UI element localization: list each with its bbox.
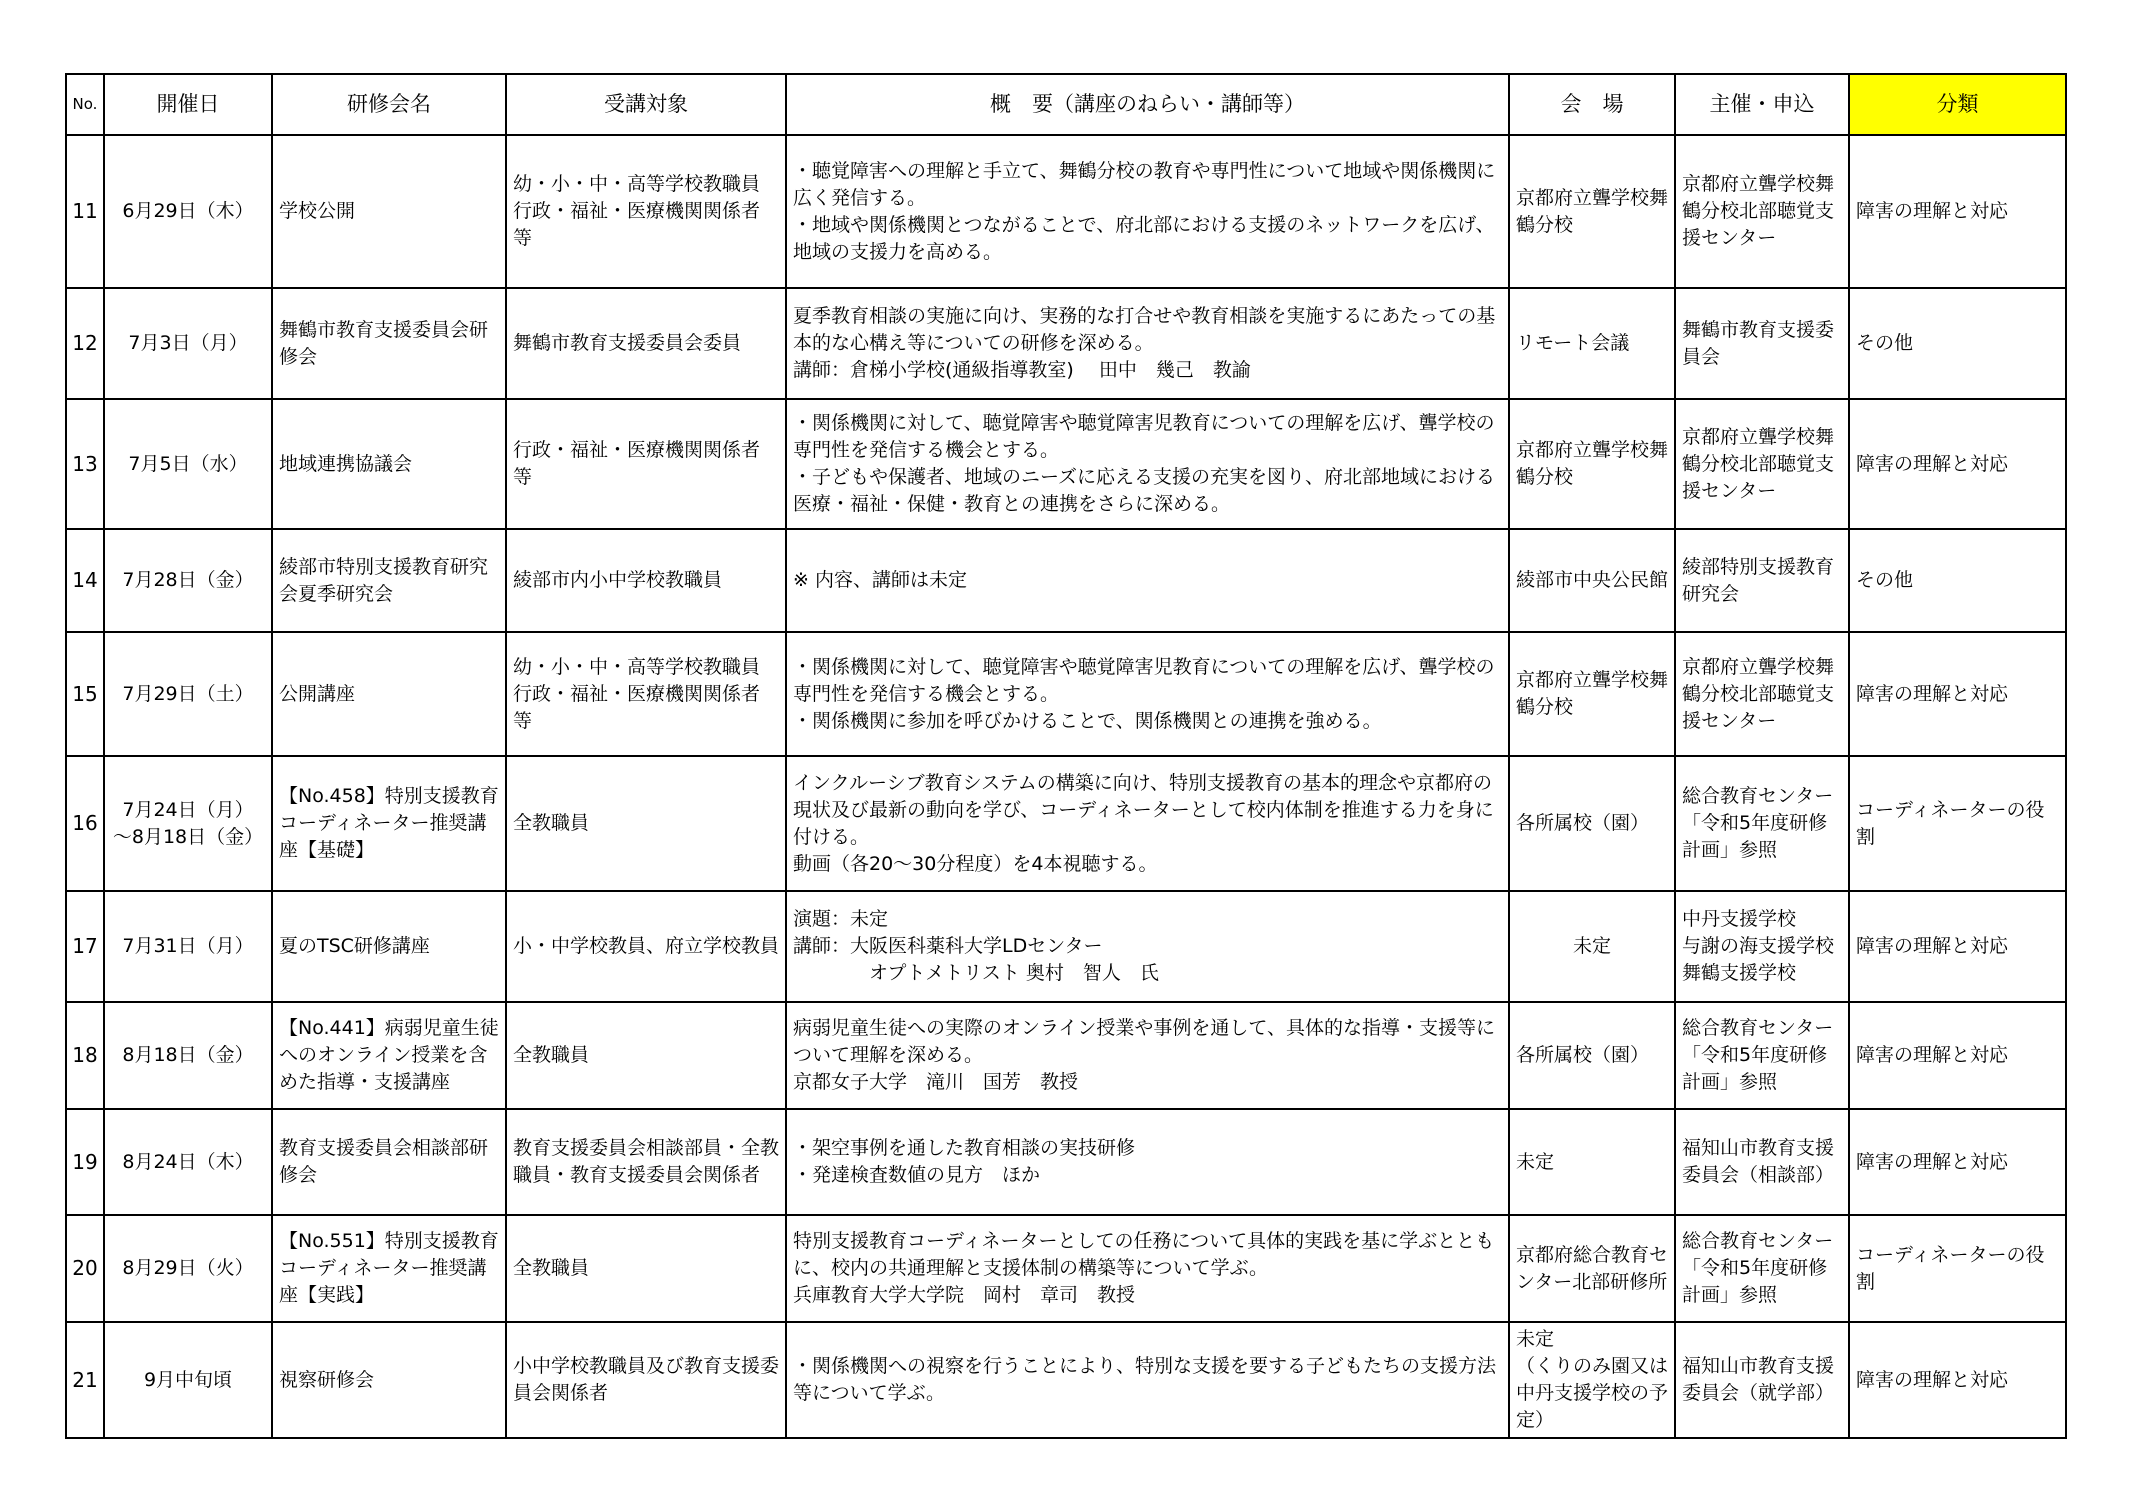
row-no: 11: [66, 135, 104, 288]
row-host: 福知山市教育支援委員会（就学部）: [1675, 1322, 1849, 1438]
row-summary: ・関係機関への視察を行うことにより、特別な支援を要する子どもたちの支援方法等について学ぶ。: [786, 1322, 1509, 1438]
row-summary: ・関係機関に対して、聴覚障害や聴覚障害児教育についての理解を広げ、聾学校の専門性を発信する機会とする。 ・子どもや保護者、地域のニーズに応える支援の充実を図り、府北部地域における医療・福祉・保健・教育との連携をさらに深める。: [786, 399, 1509, 529]
row-category: コーディネーターの役割: [1849, 756, 2066, 891]
row-date: 7月29日（土）: [104, 632, 272, 756]
table-row: [66, 399, 2066, 529]
row-target: 小中学校教職員及び教育支援委員会関係者: [506, 1322, 786, 1438]
row-venue: 未定 （くりのみ園又は中丹支援学校の予定）: [1509, 1322, 1675, 1438]
row-no: 12: [66, 288, 104, 399]
row-no: 19: [66, 1109, 104, 1215]
row-date: 8月29日（火）: [104, 1215, 272, 1322]
row-category: その他: [1849, 288, 2066, 399]
row-summary: ・聴覚障害への理解と手立て、舞鶴分校の教育や専門性について地域や関係機関に広く発信する。 ・地域や関係機関とつながることで、府北部における支援のネットワークを広げ、地域の支援力を高める。: [786, 135, 1509, 288]
row-category: 障害の理解と対応: [1849, 135, 2066, 288]
row-summary: ・関係機関に対して、聴覚障害や聴覚障害児教育についての理解を広げ、聾学校の専門性を発信する機会とする。 ・関係機関に参加を呼びかけることで、関係機関との連携を強める。: [786, 632, 1509, 756]
table-row: [66, 529, 2066, 632]
row-target: 舞鶴市教育支援委員会委員: [506, 288, 786, 399]
header-summary: 概 要（講座のねらい・講師等）: [786, 74, 1509, 135]
row-summary: 夏季教育相談の実施に向け、実務的な打合せや教育相談を実施するにあたっての基本的な心構え等についての研修を深める。 講師：倉梯小学校(通級指導教室) 田中 幾己 教諭: [786, 288, 1509, 399]
row-target: 綾部市内小中学校教職員: [506, 529, 786, 632]
row-target: 行政・福祉・医療機関関係者 等: [506, 399, 786, 529]
row-venue: 未定: [1509, 891, 1675, 1002]
row-venue: 各所属校（園）: [1509, 1002, 1675, 1109]
row-host: 京都府立聾学校舞鶴分校北部聴覚支援センター: [1675, 632, 1849, 756]
header-venue: 会 場: [1509, 74, 1675, 135]
row-date: 7月5日（水）: [104, 399, 272, 529]
header-target: 受講対象: [506, 74, 786, 135]
row-category: 障害の理解と対応: [1849, 1322, 2066, 1438]
row-target: 全教職員: [506, 1002, 786, 1109]
row-no: 17: [66, 891, 104, 1002]
header-date: 開催日: [104, 74, 272, 135]
row-host: 総合教育センター「令和5年度研修計画」参照: [1675, 1002, 1849, 1109]
row-venue: リモート会議: [1509, 288, 1675, 399]
row-host: 京都府立聾学校舞鶴分校北部聴覚支援センター: [1675, 135, 1849, 288]
row-summary: インクルーシブ教育システムの構築に向け、特別支援教育の基本的理念や京都府の現状及び最新の動向を学び、コーディネーターとして校内体制を推進する力を身に付ける。 動画（各20～30分程度）を4本視聴する。: [786, 756, 1509, 891]
row-date: 7月28日（金）: [104, 529, 272, 632]
row-course-name: 教育支援委員会相談部研修会: [272, 1109, 506, 1215]
row-course-name: 夏のTSC研修講座: [272, 891, 506, 1002]
row-host: 京都府立聾学校舞鶴分校北部聴覚支援センター: [1675, 399, 1849, 529]
row-no: 21: [66, 1322, 104, 1438]
row-category: 障害の理解と対応: [1849, 399, 2066, 529]
header-name: 研修会名: [272, 74, 506, 135]
training-schedule-table: [65, 73, 2067, 1439]
table-row: [66, 756, 2066, 891]
row-date: 8月24日（木）: [104, 1109, 272, 1215]
row-summary: ※ 内容、講師は未定: [786, 529, 1509, 632]
table-row: [66, 288, 2066, 399]
row-no: 20: [66, 1215, 104, 1322]
table-row: [66, 1215, 2066, 1322]
header-category: 分類: [1849, 74, 2066, 135]
row-venue: 未定: [1509, 1109, 1675, 1215]
row-target: 全教職員: [506, 756, 786, 891]
row-no: 13: [66, 399, 104, 529]
row-no: 15: [66, 632, 104, 756]
row-course-name: 地域連携協議会: [272, 399, 506, 529]
row-venue: 京都府立聾学校舞鶴分校: [1509, 632, 1675, 756]
row-category: 障害の理解と対応: [1849, 891, 2066, 1002]
row-category: 障害の理解と対応: [1849, 632, 2066, 756]
row-target: 幼・小・中・高等学校教職員 行政・福祉・医療機関関係者 等: [506, 135, 786, 288]
row-host: 総合教育センター「令和5年度研修計画」参照: [1675, 1215, 1849, 1322]
table-row: [66, 891, 2066, 1002]
row-summary: 演題：未定 講師：大阪医科薬科大学LDセンター オプトメトリスト 奥村 智人 氏: [786, 891, 1509, 1002]
table-row: [66, 1322, 2066, 1438]
row-course-name: 公開講座: [272, 632, 506, 756]
row-host: 綾部特別支援教育研究会: [1675, 529, 1849, 632]
row-venue: 各所属校（園）: [1509, 756, 1675, 891]
row-target: 小・中学校教員、府立学校教員: [506, 891, 786, 1002]
row-date: 7月31日（月）: [104, 891, 272, 1002]
row-host: 舞鶴市教育支援委員会: [1675, 288, 1849, 399]
row-course-name: 【No.441】病弱児童生徒へのオンライン授業を含めた指導・支援講座: [272, 1002, 506, 1109]
row-summary: 病弱児童生徒への実際のオンライン授業や事例を通して、具体的な指導・支援等について理解を深める。 京都女子大学 滝川 国芳 教授: [786, 1002, 1509, 1109]
row-date: 6月29日（木）: [104, 135, 272, 288]
row-target: 教育支援委員会相談部員・全教職員・教育支援委員会関係者: [506, 1109, 786, 1215]
row-category: その他: [1849, 529, 2066, 632]
row-no: 18: [66, 1002, 104, 1109]
row-date: 9月中旬頃: [104, 1322, 272, 1438]
row-category: 障害の理解と対応: [1849, 1002, 2066, 1109]
table-row: [66, 135, 2066, 288]
schedule-sheet: [65, 73, 2065, 1439]
row-no: 14: [66, 529, 104, 632]
row-no: 16: [66, 756, 104, 891]
row-course-name: 学校公開: [272, 135, 506, 288]
row-date: 7月3日（月）: [104, 288, 272, 399]
header-no: No.: [66, 74, 104, 135]
row-course-name: 視察研修会: [272, 1322, 506, 1438]
row-course-name: 【No.458】特別支援教育コーディネーター推奨講座【基礎】: [272, 756, 506, 891]
header-host: 主催・申込: [1675, 74, 1849, 135]
row-target: 全教職員: [506, 1215, 786, 1322]
row-venue: 京都府立聾学校舞鶴分校: [1509, 399, 1675, 529]
row-venue: 京都府立聾学校舞鶴分校: [1509, 135, 1675, 288]
row-date: 8月18日（金）: [104, 1002, 272, 1109]
row-summary: ・架空事例を通した教育相談の実技研修 ・発達検査数値の見方 ほか: [786, 1109, 1509, 1215]
row-course-name: 綾部市特別支援教育研究会夏季研究会: [272, 529, 506, 632]
row-venue: 京都府総合教育センター北部研修所: [1509, 1215, 1675, 1322]
row-course-name: 舞鶴市教育支援委員会研修会: [272, 288, 506, 399]
row-summary: 特別支援教育コーディネーターとしての任務について具体的実践を基に学ぶとともに、校内の共通理解と支援体制の構築等について学ぶ。 兵庫教育大学大学院 岡村 章司 教授: [786, 1215, 1509, 1322]
table-row: [66, 1002, 2066, 1109]
header-row: [66, 74, 2066, 135]
row-host: 中丹支援学校 与謝の海支援学校 舞鶴支援学校: [1675, 891, 1849, 1002]
row-course-name: 【No.551】特別支援教育コーディネーター推奨講座【実践】: [272, 1215, 506, 1322]
row-target: 幼・小・中・高等学校教職員 行政・福祉・医療機関関係者 等: [506, 632, 786, 756]
table-row: [66, 632, 2066, 756]
row-category: コーディネーターの役割: [1849, 1215, 2066, 1322]
row-category: 障害の理解と対応: [1849, 1109, 2066, 1215]
table-row: [66, 1109, 2066, 1215]
row-host: 総合教育センター「令和5年度研修計画」参照: [1675, 756, 1849, 891]
row-host: 福知山市教育支援委員会（相談部）: [1675, 1109, 1849, 1215]
row-venue: 綾部市中央公民館: [1509, 529, 1675, 632]
row-date: 7月24日（月） ～8月18日（金）: [104, 756, 272, 891]
